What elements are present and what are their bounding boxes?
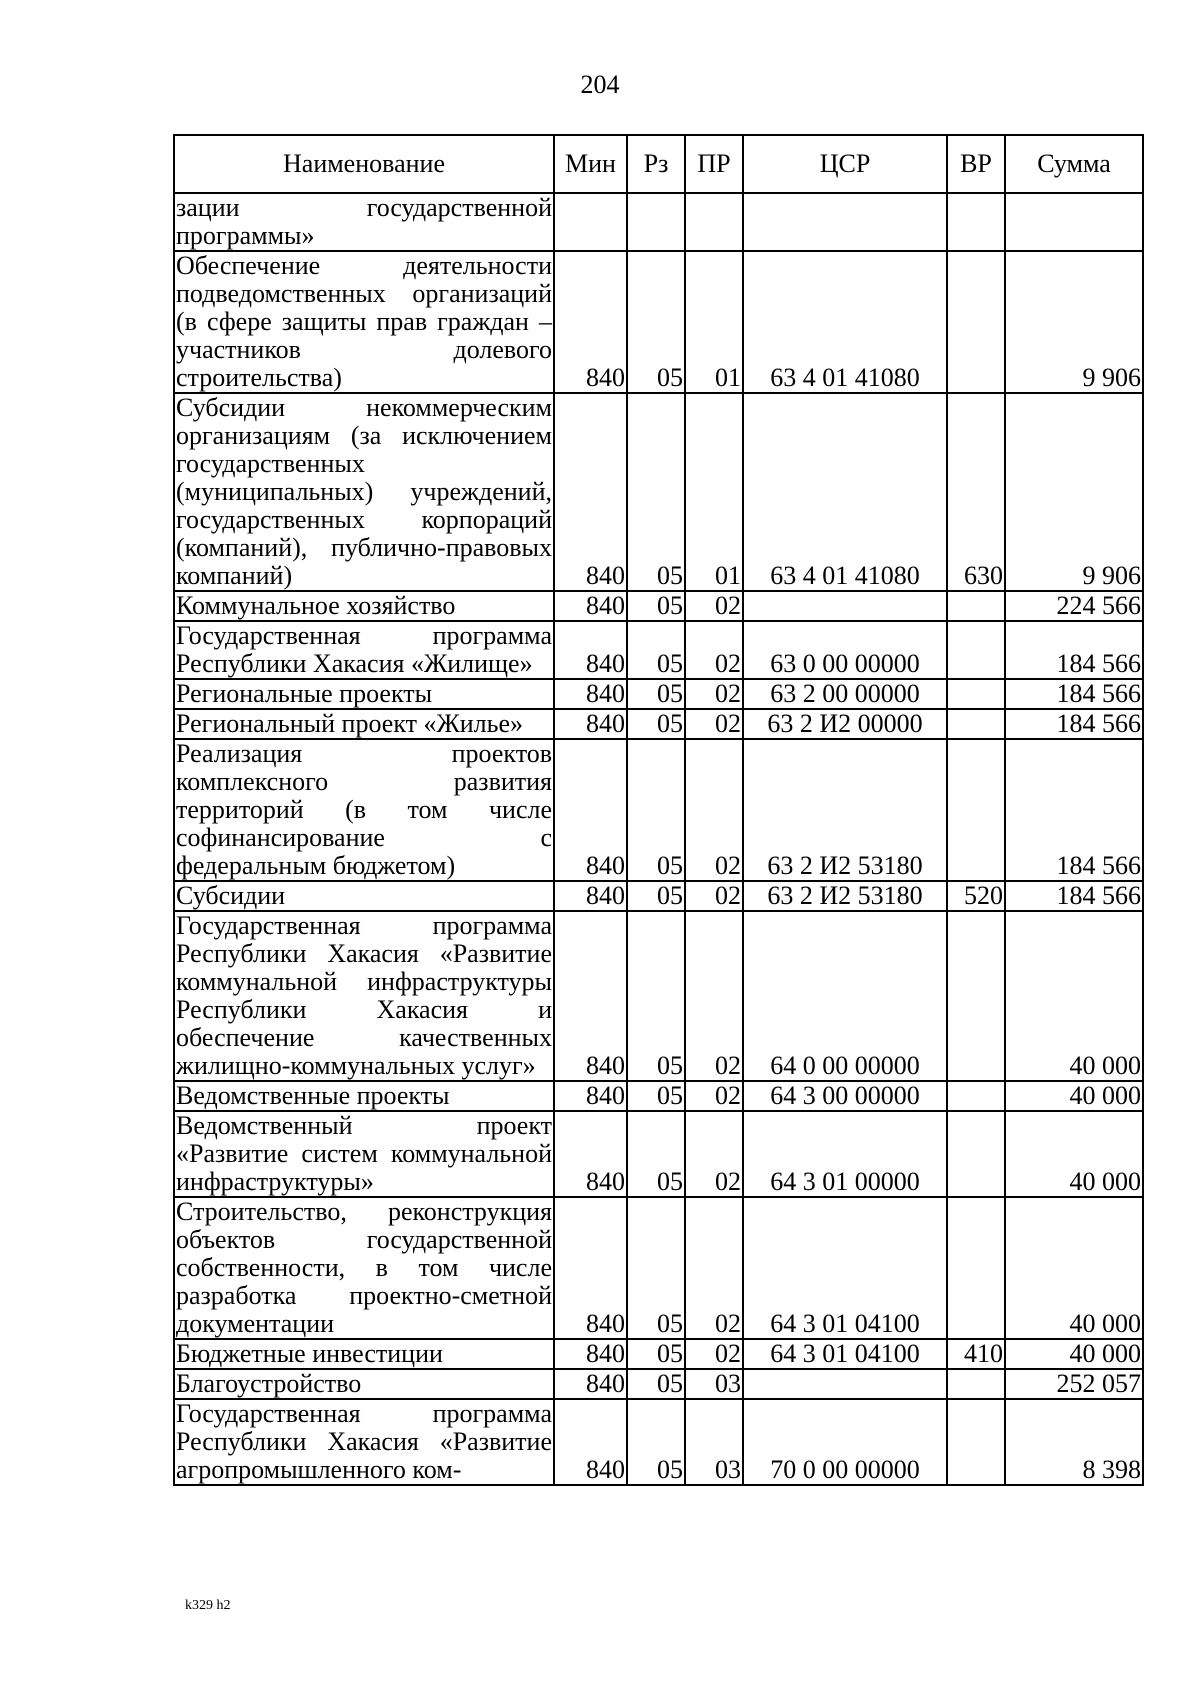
cell-csr bbox=[743, 591, 947, 621]
cell-sum: 40 000 bbox=[1005, 1197, 1143, 1339]
cell-vr: 410 bbox=[947, 1339, 1005, 1369]
cell-csr: 64 0 00 00000 bbox=[743, 911, 947, 1081]
cell-min: 840 bbox=[554, 393, 627, 591]
cell-min: 840 bbox=[554, 881, 627, 911]
cell-sum: 9 906 bbox=[1005, 393, 1143, 591]
cell-sum: 40 000 bbox=[1005, 1111, 1143, 1197]
cell-name: Ведомственные проекты bbox=[174, 1081, 554, 1111]
cell-csr: 63 2 И2 53180 bbox=[743, 881, 947, 911]
table-row bbox=[174, 621, 1143, 679]
cell-vr bbox=[947, 739, 1005, 881]
cell-min: 840 bbox=[554, 739, 627, 881]
cell-pr: 02 bbox=[685, 911, 743, 1081]
cell-sum: 9 906 bbox=[1005, 251, 1143, 393]
cell-min: 840 bbox=[554, 1197, 627, 1339]
cell-vr bbox=[947, 1197, 1005, 1339]
cell-pr: 02 bbox=[685, 709, 743, 739]
cell-rz: 05 bbox=[627, 1399, 685, 1485]
cell-csr: 63 4 01 41080 bbox=[743, 251, 947, 393]
cell-name: Государственная программа Республики Хакасия «Развитие агропромышленного ком- bbox=[176, 1399, 552, 1484]
cell-min: 840 bbox=[554, 709, 627, 739]
cell-vr bbox=[947, 679, 1005, 709]
cell-vr bbox=[947, 251, 1005, 393]
cell-sum: 184 566 bbox=[1005, 881, 1143, 911]
cell-name: Государственная программа Республики Хакасия «Жилище» bbox=[176, 621, 552, 678]
cell-csr: 63 0 00 00000 bbox=[743, 621, 947, 679]
cell-name: Коммунальное хозяйство bbox=[174, 591, 554, 621]
cell-pr: 02 bbox=[685, 1339, 743, 1369]
table-row bbox=[174, 1399, 1143, 1485]
table-row bbox=[174, 739, 1143, 881]
budget-table bbox=[173, 134, 1144, 1486]
cell-rz: 05 bbox=[627, 911, 685, 1081]
cell-pr: 02 bbox=[685, 1197, 743, 1339]
cell-pr bbox=[685, 193, 743, 251]
cell-name: зации государственной программы» bbox=[176, 193, 552, 250]
cell-vr bbox=[947, 193, 1005, 251]
table-row bbox=[174, 1369, 1143, 1399]
cell-csr: 70 0 00 00000 bbox=[743, 1399, 947, 1485]
cell-rz: 05 bbox=[627, 393, 685, 591]
cell-name: Государственная программа Республики Хакасия «Развитие коммунальной инфраструктуры Республики Хакасия и обеспечение качественных жилищно-коммунальных услуг» bbox=[176, 911, 552, 1080]
cell-csr: 63 4 01 41080 bbox=[743, 393, 947, 591]
cell-pr: 02 bbox=[685, 1081, 743, 1111]
cell-pr: 02 bbox=[685, 739, 743, 881]
table-row bbox=[174, 1111, 1143, 1197]
cell-sum: 184 566 bbox=[1005, 739, 1143, 881]
cell-name: Ведомственный проект «Развитие систем коммунальной инфраструктуры» bbox=[176, 1111, 552, 1196]
table-row bbox=[174, 1339, 1143, 1369]
cell-sum: 184 566 bbox=[1005, 709, 1143, 739]
cell-csr: 64 3 01 00000 bbox=[743, 1111, 947, 1197]
cell-rz: 05 bbox=[627, 1369, 685, 1399]
page-number: 204 bbox=[580, 70, 620, 99]
cell-rz: 05 bbox=[627, 739, 685, 881]
cell-pr: 03 bbox=[685, 1369, 743, 1399]
table-row bbox=[174, 679, 1143, 709]
cell-vr bbox=[947, 911, 1005, 1081]
cell-rz: 05 bbox=[627, 1111, 685, 1197]
cell-vr bbox=[947, 1399, 1005, 1485]
cell-sum: 252 057 bbox=[1005, 1369, 1143, 1399]
cell-pr: 02 bbox=[685, 591, 743, 621]
cell-sum: 184 566 bbox=[1005, 679, 1143, 709]
cell-csr bbox=[743, 193, 947, 251]
cell-sum: 8 398 bbox=[1005, 1399, 1143, 1485]
cell-rz: 05 bbox=[627, 679, 685, 709]
cell-min: 840 bbox=[554, 1399, 627, 1485]
cell-csr: 64 3 00 00000 bbox=[743, 1081, 947, 1111]
table-row bbox=[174, 251, 1143, 393]
table-body bbox=[174, 193, 1143, 1485]
cell-min: 840 bbox=[554, 1369, 627, 1399]
cell-name: Обеспечение деятельности подведомственных организаций (в сфере защиты прав граждан – участников долевого строительства) bbox=[176, 251, 552, 392]
column-header-name: Наименование bbox=[174, 135, 554, 193]
column-header-csr: ЦСР bbox=[743, 135, 947, 193]
table-row bbox=[174, 1081, 1143, 1111]
cell-sum: 40 000 bbox=[1005, 1339, 1143, 1369]
cell-csr: 63 2 И2 00000 bbox=[743, 709, 947, 739]
cell-sum: 40 000 bbox=[1005, 1081, 1143, 1111]
cell-name: Региональный проект «Жилье» bbox=[174, 709, 554, 739]
table-row bbox=[174, 1197, 1143, 1339]
cell-vr bbox=[947, 709, 1005, 739]
cell-min: 840 bbox=[554, 251, 627, 393]
cell-min: 840 bbox=[554, 591, 627, 621]
cell-csr: 63 2 00 00000 bbox=[743, 679, 947, 709]
cell-vr bbox=[947, 621, 1005, 679]
cell-pr: 02 bbox=[685, 881, 743, 911]
cell-rz: 05 bbox=[627, 591, 685, 621]
cell-rz: 05 bbox=[627, 881, 685, 911]
cell-vr bbox=[947, 1111, 1005, 1197]
table-row bbox=[174, 591, 1143, 621]
cell-sum: 40 000 bbox=[1005, 911, 1143, 1081]
cell-vr bbox=[947, 591, 1005, 621]
cell-min: 840 bbox=[554, 1081, 627, 1111]
cell-name: Субсидии bbox=[174, 881, 554, 911]
cell-name: Субсидии некоммерческим организациям (за исключением государственных (муниципальных) учреждений, государственных корпораций (компаний), публично-правовых компаний) bbox=[176, 393, 552, 590]
cell-csr bbox=[743, 1369, 947, 1399]
cell-vr bbox=[947, 1369, 1005, 1399]
cell-min: 840 bbox=[554, 621, 627, 679]
column-header-min: Мин bbox=[554, 135, 627, 193]
cell-name: Бюджетные инвестиции bbox=[174, 1339, 554, 1369]
cell-rz bbox=[627, 193, 685, 251]
table-row bbox=[174, 193, 1143, 251]
cell-rz: 05 bbox=[627, 709, 685, 739]
cell-sum: 224 566 bbox=[1005, 591, 1143, 621]
cell-min: 840 bbox=[554, 1339, 627, 1369]
cell-csr: 64 3 01 04100 bbox=[743, 1339, 947, 1369]
cell-csr: 64 3 01 04100 bbox=[743, 1197, 947, 1339]
cell-csr: 63 2 И2 53180 bbox=[743, 739, 947, 881]
header-row bbox=[174, 135, 1143, 193]
cell-vr bbox=[947, 1081, 1005, 1111]
cell-min: 840 bbox=[554, 679, 627, 709]
cell-name: Строительство, реконструкция объектов государственной собственности, в том числе разработка проектно-сметной документации bbox=[176, 1197, 552, 1338]
cell-rz: 05 bbox=[627, 1339, 685, 1369]
cell-name: Региональные проекты bbox=[174, 679, 554, 709]
column-header-rz: Рз bbox=[627, 135, 685, 193]
cell-name: Благоустройство bbox=[174, 1369, 554, 1399]
cell-rz: 05 bbox=[627, 621, 685, 679]
table-row bbox=[174, 911, 1143, 1081]
cell-pr: 01 bbox=[685, 393, 743, 591]
cell-vr: 630 bbox=[947, 393, 1005, 591]
cell-pr: 02 bbox=[685, 679, 743, 709]
column-header-vr: ВР bbox=[947, 135, 1005, 193]
cell-min: 840 bbox=[554, 911, 627, 1081]
cell-min bbox=[554, 193, 627, 251]
cell-rz: 05 bbox=[627, 1197, 685, 1339]
cell-sum bbox=[1005, 193, 1143, 251]
cell-pr: 03 bbox=[685, 1399, 743, 1485]
cell-pr: 02 bbox=[685, 621, 743, 679]
table-row bbox=[174, 709, 1143, 739]
cell-rz: 05 bbox=[627, 251, 685, 393]
cell-name: Реализация проектов комплексного развития территорий (в том числе софинансирование с федеральным бюджетом) bbox=[176, 739, 552, 880]
column-header-pr: ПР bbox=[685, 135, 743, 193]
column-header-sum: Сумма bbox=[1005, 135, 1143, 193]
table-row bbox=[174, 393, 1143, 591]
footer-code: k329 h2 bbox=[185, 1598, 231, 1613]
cell-sum: 184 566 bbox=[1005, 621, 1143, 679]
cell-pr: 02 bbox=[685, 1111, 743, 1197]
cell-pr: 01 bbox=[685, 251, 743, 393]
table-row bbox=[174, 881, 1143, 911]
cell-rz: 05 bbox=[627, 1081, 685, 1111]
cell-min: 840 bbox=[554, 1111, 627, 1197]
cell-vr: 520 bbox=[947, 881, 1005, 911]
